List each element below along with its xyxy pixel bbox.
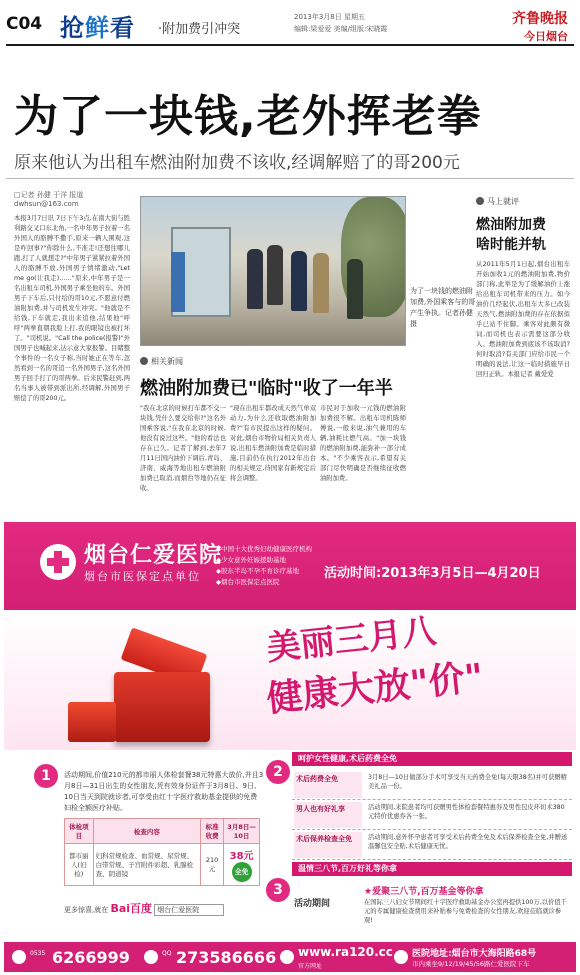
activity-block: 活动期间 ★爱聚三八节,百万基金等你拿 在国际三八妇女节期间红十字医疗救助基金办公室再提供100万,以价值千元的专属健康检查费用来补贴参与免费检查的女性朋友,欢迎莅临就诊参观! <box>294 887 567 924</box>
ad-brand-sub: 烟台市医保定点单位 <box>84 570 201 583</box>
hospital-address: 医院地址:烟台市大海阳路68号 <box>412 949 537 959</box>
offer-row: 术后保养检查全免 活动期间,意外怀孕患者可享受术后药费全免及术后保养检查全免,并赠送温馨包安全贴,术后健康无忧。 <box>292 830 572 860</box>
issue-date: 2013年3月8日 星期五 <box>294 13 365 21</box>
qq-number: 273586666 <box>176 948 277 967</box>
bus-route: 市内乘坐9/12/19/45/56路仁爱医院下车 <box>412 960 530 968</box>
article-body: 本报3月7日讯 7日下午3点,在南大街与胜利路交叉口东北角,一名中年男子拉着一名外国人的胳膊不撒手,原来一辆人围观,这是咋回事?"你除什么,不准走!还想往哪儿跑,打了人就想走?"中年男子紧紧拉着外国人的胳膊不放,外国男子情绪激动,"Let me go(让我走)……"原来,中年男子是一名出租车司机,外国男子乘坐他的车。外国男子下车后,只付给的哥10元,不愿意付燃油附加费,并与司机发生冲突。"他就是不给钱,下车就走,我出来追他,结果他"呼呼"两拳直朝我脸上打,我的眼镜也被打坏了。"司机说。"Call the police(报警)"外国男子也喊起来,达示意大家报警。目睹整个事件的一名女子称,当时她正在等车,忽然看到一名的哥追一名外国男子,这名外国男子回手打了的哥两拳。后来民警赶到,两名当事人被带到派出所,经调解,外国男子赔偿了的哥200元。 <box>14 215 130 402</box>
gift-box-icon <box>68 702 116 742</box>
comment-title-line2: 啥时能并轨 <box>476 237 546 253</box>
free-badge: 全免 <box>232 862 252 882</box>
subheadline: 原来他认为出租车燃油附加费不该收,经调解赔了的哥200元 <box>14 153 460 173</box>
news-photo <box>140 196 406 346</box>
step-number-2: 2 <box>266 760 290 784</box>
ad-brand: 烟台仁爱医院 <box>84 543 223 568</box>
hospital-advertisement <box>4 522 576 972</box>
related-title: 燃油附加费已"临时"收了一年半 <box>140 378 393 399</box>
offer-header: 呵护女性健康,术后药费全免 <box>292 752 572 766</box>
website: www.ra120.cc <box>298 945 393 959</box>
qq-icon <box>144 950 158 964</box>
comment-title-line1: 燃油附加费 <box>476 217 546 233</box>
step-number-3: 3 <box>266 878 290 902</box>
byline: □记者 孙健 于洋 报道 <box>14 191 84 199</box>
photo-caption: 为了一块钱的燃油附加费,外国乘客与的哥产生争执。记者孙健摄 <box>410 287 476 328</box>
offer-header-2: 温情三八节,百万好礼等你拿 <box>292 862 572 876</box>
masthead <box>6 6 574 46</box>
byline-email: dwhsun@163.com <box>14 200 79 208</box>
column-name: 抢鲜看 <box>60 14 135 42</box>
offer-row: 男人也有好礼享 活动期间,来院患者均可获赠男性体检套餐特惠券及男性包皮环切术380元特价优惠券各一张。 <box>292 800 572 830</box>
page-code: C04 <box>6 14 43 34</box>
offer-row: 术后药费全免 3月8日—10日做部分手术可享受当天药费全免(每天限38名)并可获赠精美礼品一份。 <box>292 770 572 800</box>
column-subtitle: ·附加费引冲突 <box>158 22 241 37</box>
main-headline: 为了一块钱,老外挥老拳 <box>14 91 482 142</box>
related-column-3: 市民对于加收一元钱的燃油附加费很不解。出租车司机陈师傅说,一般来说,油气兼用的车辆,油耗比燃气高。"加一块钱的燃油附加费,能弥补一部分成本。"不少乘客表示,希望有关部门尽快明确是否继续征收燃油附加费。 <box>320 405 406 482</box>
location-icon <box>394 950 408 964</box>
ad-event-time: 活动时间:2013年3月5日—4月20日 <box>324 566 541 581</box>
step-number-1: 1 <box>34 764 58 788</box>
bullet-icon <box>140 357 148 365</box>
ad-title-line2: 健康大放"价" <box>264 655 486 721</box>
web-icon <box>280 950 294 964</box>
ad-title-line1: 美丽三月八 <box>264 611 438 669</box>
phone-icon <box>12 950 26 964</box>
comment-body: 从2011年5月1日起,烟台出租车开始加收1元的燃油附加费,物价部门称,此举是为了缓解油价上涨给出租车司机带来的压力。如今油价几经起伏,出租车大多已改装天然气,燃油附加费的存在依据似乎已站不住脚。乘客对此颇有微词,而司机也表示需要这部分收入。燃油附加费到底该不该取消?何时取消?有关部门应给市民一个明确的说法,让这一临时措施早日回归正轨。本报记者 戴爱爱 <box>476 261 570 378</box>
comment-kicker: 马上就评 <box>476 196 519 207</box>
medical-cross-icon <box>40 544 76 580</box>
ad-bullets: ◆中国十大优秀妇幼健康医疗机构 ◆少女意外妊娠援助基地 ◆胶东半岛不孕不育诊疗基地 ◆烟台市医保定点医院 <box>216 545 312 586</box>
paper-logo: 齐鲁晚报 <box>512 11 568 27</box>
related-column-2: "现在出租车都改成天然气单双动力,为什么还收取燃油附加费?"有市民提出这样的疑问。对此,烟台市物价局相关负责人说,出租车燃油附加费是临时措施,目前仍在执行2012年出台的相关规定,待国家有新规定后将会调整。 <box>230 405 316 482</box>
bullet-icon <box>476 197 484 205</box>
search-promo: 更多惊喜,就在 Bai百度 烟台仁爱医院 <box>64 900 224 916</box>
checkup-table: 体检项目 检查内容 标准收费 3月8日—10日 都市丽人(妇检) 妇科常规检查、血常规、尿常规、白带常规、子宫附件彩超、乳腺检查、阴道镜 210元 38元 全免 <box>64 818 260 886</box>
phone-number: 6266999 <box>52 948 130 967</box>
editor-credits: 编辑:梁爱爱 美编/组版:宋晓霞 <box>294 25 388 33</box>
divider <box>6 178 574 179</box>
edition-label: 今日烟台 <box>524 30 568 43</box>
related-kicker: 相关新闻 <box>140 356 183 367</box>
contact-band: 0535 6266999 QQ 273586666 www.ra120.cc 官方网址 医院地址:烟台市大海阳路68号 市内乘坐9/12/19/45/56路仁爱医院下车 <box>4 942 576 972</box>
related-column-1: "我在北京的时候打车都不交一块钱,凭什么要交给你?"这名外国乘客说,"在我在北京的时候,他没有说过这些。"他的看法也存在已久。记者了解到,去年7月11日国内油价下调后,青岛、济南、威海等地出租车燃油附加费已取消,而烟台等地仍在征收。 <box>140 405 226 492</box>
gift-box-icon <box>114 672 210 742</box>
offer-text: 活动期间,价值210元的都市丽人体检套餐38元特惠大放价,并且3月8日—31日出生的女性朋友,凭有效身份证件于3月8日、9日、10日当天到院就诊者,可享受由红十字医疗救助基金提供的免费妇检全额医疗补贴。 <box>64 771 264 812</box>
